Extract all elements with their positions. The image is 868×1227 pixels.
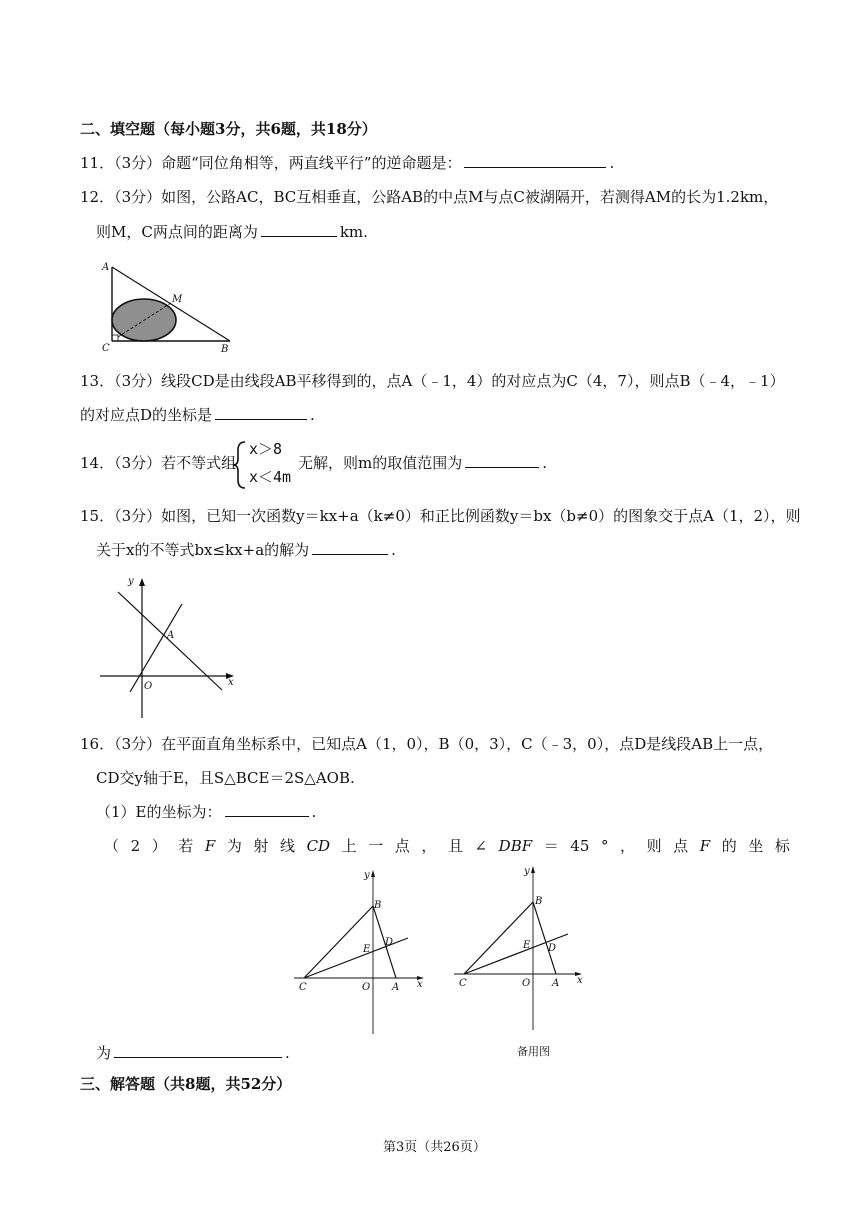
question-16-part2-answer bbox=[96, 1046, 290, 1061]
part2-token: F bbox=[699, 837, 711, 855]
question-13-line1: 13．（3分）线段CD是由线段AB平移得到的，点A（﹣1，4）的对应点为C（4，7），则点B（﹣4，﹣1） bbox=[80, 372, 785, 390]
answer-blank-12[interactable] bbox=[261, 235, 337, 237]
section-title: 二、填空题（每小题3分，共6题，共18分） bbox=[80, 120, 377, 138]
question-16-part1-end: . bbox=[311, 803, 317, 821]
question-14-suffix bbox=[298, 456, 547, 471]
label-B: B bbox=[535, 896, 543, 907]
part2-token: 2 bbox=[130, 837, 141, 855]
part2-token: 且 bbox=[447, 837, 463, 855]
label-B: B bbox=[374, 900, 382, 911]
section-title-3: 三、解答题（共8题，共52分） bbox=[80, 1075, 292, 1093]
label-O: O bbox=[144, 681, 153, 692]
part2-token: （ bbox=[104, 837, 120, 855]
brace-icon bbox=[232, 440, 248, 490]
label-O: O bbox=[362, 982, 371, 993]
label-y: y bbox=[524, 866, 530, 877]
label-C: C bbox=[459, 978, 467, 989]
question-11 bbox=[80, 156, 614, 171]
label-x: x bbox=[228, 677, 234, 688]
label-y: y bbox=[128, 576, 134, 587]
part2-token: 点 bbox=[673, 837, 689, 855]
label-E: E bbox=[523, 940, 531, 951]
answer-blank-16-1[interactable] bbox=[225, 815, 309, 817]
question-14-prefix: 14．（3分）若不等式组 bbox=[80, 454, 237, 472]
label-M: M bbox=[172, 294, 183, 305]
part2-token: 则 bbox=[646, 837, 662, 855]
label-D: D bbox=[548, 943, 557, 954]
question-16-line1: 16．（3分）在平面直角坐标系中，已知点A（1，0），B（0，3），C（﹣3，0），点D是线段AB上一点， bbox=[80, 735, 774, 753]
label-D: D bbox=[385, 937, 394, 948]
part2-token: 射 bbox=[253, 837, 269, 855]
part2-token: ＝ bbox=[543, 837, 559, 855]
question-13-text: 的对应点D的坐标是 bbox=[80, 406, 213, 424]
page-footer: 第3页（共26页） bbox=[383, 1140, 486, 1155]
part2-token: DBF bbox=[498, 837, 533, 855]
question-14-text: 无解，则m的取值范围为 bbox=[298, 454, 463, 472]
question-12-line1: 12．（3分）如图，公路AC，BC互相垂直，公路AB的中点M与点C被湖隔开，若测得AM的长为1.2km， bbox=[80, 188, 779, 206]
label-y: y bbox=[364, 870, 370, 881]
q15-figure bbox=[96, 572, 246, 720]
part2-token: CD bbox=[306, 837, 331, 855]
part2-token: ° bbox=[600, 837, 609, 855]
question-16-part2 bbox=[104, 839, 790, 854]
inequality-1: x＞8 bbox=[249, 440, 283, 458]
question-13-line2 bbox=[80, 408, 315, 423]
question-11-end: . bbox=[609, 154, 615, 172]
inequality-2: x＜4m bbox=[249, 468, 292, 486]
label-A: A bbox=[167, 630, 175, 641]
q12-figure bbox=[96, 255, 246, 357]
question-15-line1: 15．（3分）如图，已知一次函数y＝kx+a（k≠0）和正比例函数y＝bx（b≠0）的图象交于点A（1，2），则 bbox=[80, 507, 801, 525]
part2-token: 若 bbox=[178, 837, 194, 855]
label-C: C bbox=[299, 982, 307, 993]
label-C: C bbox=[102, 343, 110, 354]
label-B: B bbox=[221, 344, 229, 355]
question-14-end: . bbox=[542, 454, 548, 472]
answer-blank-13[interactable] bbox=[215, 418, 307, 420]
part2-token: ， bbox=[620, 837, 636, 855]
question-16-part2-label: 为 bbox=[96, 1044, 112, 1062]
answer-blank-15[interactable] bbox=[312, 553, 388, 555]
label-A: A bbox=[552, 978, 560, 989]
question-15-text: 关于x的不等式bx≤kx+a的解为 bbox=[96, 541, 310, 559]
part2-token: 为 bbox=[226, 837, 242, 855]
question-16-line2: CD交y轴于E，且S△BCE＝2S△AOB. bbox=[96, 769, 355, 787]
part2-token: F bbox=[204, 837, 216, 855]
question-16-part1-text: （1）E的坐标为： bbox=[96, 803, 222, 821]
label-O: O bbox=[522, 978, 531, 989]
question-12-unit: km. bbox=[339, 223, 368, 241]
part2-token: ， bbox=[421, 837, 437, 855]
question-16-part2-end: . bbox=[285, 1044, 290, 1062]
label-E: E bbox=[363, 944, 371, 955]
question-15-end: . bbox=[391, 541, 396, 559]
part2-token: 线 bbox=[279, 837, 295, 855]
figure-caption: 备用图 bbox=[517, 1045, 550, 1058]
question-12-text: 则M，C两点间的距离为 bbox=[96, 223, 258, 241]
label-A: A bbox=[102, 262, 110, 273]
question-12-line2 bbox=[96, 225, 368, 240]
question-13-end: . bbox=[310, 406, 315, 424]
part2-token: 坐 bbox=[748, 837, 764, 855]
part2-token: 点 bbox=[394, 837, 410, 855]
part2-token: ） bbox=[151, 837, 167, 855]
part2-token: 上 bbox=[341, 837, 357, 855]
part2-token: 45 bbox=[570, 837, 590, 855]
answer-blank-11[interactable] bbox=[464, 166, 606, 168]
label-x: x bbox=[417, 979, 423, 990]
label-A: A bbox=[392, 982, 400, 993]
label-x: x bbox=[577, 975, 583, 986]
part2-token: 一 bbox=[368, 837, 384, 855]
answer-blank-16-2[interactable] bbox=[114, 1056, 282, 1058]
part2-token: ∠ bbox=[474, 837, 488, 855]
question-16-part1 bbox=[96, 805, 316, 820]
part2-token: 标 bbox=[774, 837, 790, 855]
part2-token: 的 bbox=[721, 837, 737, 855]
answer-blank-14[interactable] bbox=[465, 466, 539, 468]
question-15-line2 bbox=[96, 543, 396, 558]
question-11-text: 11．（3分）命题“同位角相等，两直线平行”的逆命题是： bbox=[80, 154, 462, 172]
q16-figure-1 bbox=[290, 866, 430, 1036]
q16-figure-2 bbox=[450, 862, 590, 1032]
